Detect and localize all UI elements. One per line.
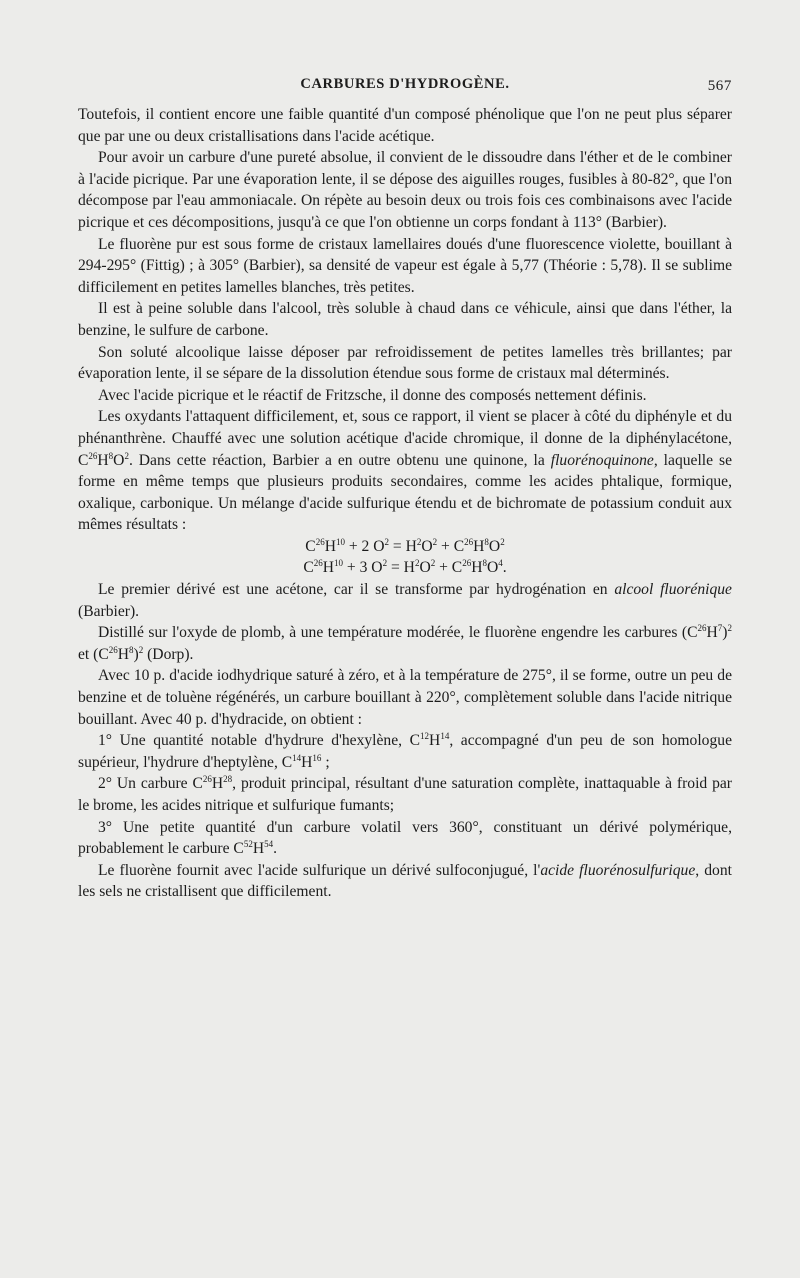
eq1-b-sup: 10 <box>335 536 345 547</box>
eq2-c: + 3 O <box>343 559 383 577</box>
p7-text-a: Les oxydants l'attaquent difficilement, et, sous ce rapport, il vient se placer à côté du diphényle et du phénanthrène. Chauffé avec une solution acétique d'acide chromique, il donne de la diphénylacétone, C <box>78 408 732 469</box>
eq1-a: C <box>305 537 316 555</box>
eq2-g: H <box>471 559 483 577</box>
eq1-d: = H <box>389 537 417 555</box>
p7-sup-1: 26 <box>88 450 98 461</box>
eq1-e-sup: 2 <box>432 536 438 547</box>
p9-a: Distillé sur l'oxyde de plomb, à une température modérée, le fluorène engendre les carbures (C <box>98 624 698 642</box>
paragraph-4: Il est à peine soluble dans l'alcool, très soluble à chaud dans ce véhicule, ainsi que dans l'éther, la benzine, le sulfure de carbone. <box>78 300 732 339</box>
p12-b: H <box>211 775 224 793</box>
p13-s1: 52 <box>243 839 253 850</box>
eq1-d-sup: 2 <box>416 536 422 547</box>
p9-s1: 26 <box>697 623 707 634</box>
p9-e: H <box>117 645 130 663</box>
p9-g: (Dorp). <box>143 645 194 663</box>
p7-text-b: H <box>97 451 109 469</box>
p13-b: H <box>252 840 265 858</box>
p9-s2: 7 <box>717 623 723 634</box>
p11-d: H <box>301 753 313 771</box>
eq2-e-sup: 2 <box>430 558 436 569</box>
eq2-g-sup: 8 <box>482 558 487 569</box>
running-head-title: CARBURES D'HYDROGÈNE. <box>300 76 510 92</box>
p12-c: , produit principal, résultant d'une saturation complète, inattaquable à froid par le brome, les acides nitrique et sulfurique fumants; <box>78 775 732 814</box>
p11-s3: 14 <box>292 752 302 763</box>
eq2-h-sup: 4 <box>498 558 503 569</box>
p12-a: 2° Un carbure C <box>98 775 203 793</box>
equation-block <box>78 536 732 579</box>
eq2-end: . <box>502 559 507 577</box>
p9-s5: 8 <box>129 644 134 655</box>
eq1-a-sup: 26 <box>315 536 325 547</box>
eq1-g: H <box>473 537 485 555</box>
p11-e: ; <box>321 753 330 771</box>
eq2-b-sup: 10 <box>334 558 344 569</box>
eq1-g-sup: 8 <box>484 536 489 547</box>
page-number: 567 <box>707 78 732 94</box>
p12-s2: 28 <box>223 774 233 785</box>
eq2-d: = H <box>387 559 415 577</box>
p9-c: ) <box>722 624 728 642</box>
p14-b: , dont les sels ne cristallisent que difficilement. <box>78 861 732 901</box>
paragraph-8 <box>78 579 732 622</box>
paragraph-11 <box>78 730 732 773</box>
paragraph-2: Pour avoir un carbure d'une pureté absolue, il convient de le dissoudre dans l'éther et de le combiner à l'acide picrique. Par une évaporation lente, il se dépose des aiguilles rouges, fusibles à 80-82°, que l'on décompose par l'eau ammoniacale. On répète au besoin deux ou trois fois ces combinaisons avec l'acide picrique et ces décompositions, jusqu'à ce que l'on obtienne un corps fondant à 113° (Barbier). <box>78 149 732 231</box>
p9-s6: 2 <box>138 644 144 655</box>
eq2-f: + C <box>435 559 463 577</box>
body-text <box>78 104 732 903</box>
p7-text-e: , laquelle se forme en même temps que plusieurs produits secondaires, comme les acides phtalique, formique, oxalique, carbonique. Un mélange d'acide sulfurique étendu et de bichromate de potassium conduit aux mêmes résultats : <box>78 451 732 534</box>
eq2-h: O <box>486 559 499 577</box>
eq2-a: C <box>303 559 314 577</box>
p9-b: H <box>706 624 718 642</box>
acide-fluorenosulfurique-term: acide fluorénosulfurique <box>540 861 696 879</box>
paragraph-14 <box>78 860 732 903</box>
p11-c: , accompagné d'un peu de son homologue supérieur, l'hydrure d'heptylène, C <box>78 732 732 771</box>
eq2-f-sup: 26 <box>462 558 472 569</box>
eq1-e: O <box>421 537 433 555</box>
eq2-c-sup: 2 <box>382 558 388 569</box>
running-head <box>78 76 732 98</box>
p8-text-b: (Barbier). <box>78 602 140 620</box>
p9-d: et (C <box>78 645 109 663</box>
p9-s4: 26 <box>108 644 118 655</box>
paragraph-1: Toutefois, il contient encore une faible quantité d'un composé phénolique que l'on ne peut plus séparer que par une ou deux cristallisations dans l'acide acétique. <box>78 106 732 145</box>
paragraph-5: Son soluté alcoolique laisse déposer par refroidissement de petites lamelles très brillantes; par évaporation lente, il se sépare de la dissolution étendue sous forme de cristaux mal déterminés. <box>78 343 732 383</box>
eq2-b: H <box>322 559 335 577</box>
p7-sup-3: 2 <box>124 450 129 461</box>
paragraph-6: Avec l'acide picrique et le réactif de Fritzsche, il donne des composés nettement définis. <box>98 386 647 404</box>
eq1-f: + C <box>437 537 465 555</box>
p8-text-a: Le premier dérivé est une acétone, car il se transforme par hydrogénation en <box>98 581 615 599</box>
eq2-d-sup: 2 <box>414 558 420 569</box>
p7-text-d: . Dans cette réaction, Barbier a en outre obtenu une quinone, la <box>128 451 551 469</box>
p13-a: 3° Une petite quantité d'un carbure volatil vers 360°, constituant un dérivé polymérique, probablement le carbure C <box>78 818 732 858</box>
p11-s1: 12 <box>420 731 430 742</box>
paragraph-9 <box>78 622 732 665</box>
p7-text-c: O <box>113 451 125 469</box>
eq1-c: + 2 O <box>344 537 385 555</box>
equation-1 <box>78 536 732 558</box>
p9-s3: 2 <box>727 623 732 634</box>
p11-s4: 16 <box>312 752 322 763</box>
paragraph-3: Le fluorène pur est sous forme de cristaux lamellaires doués d'une fluorescence violette, bouillant à 294-295° (Fittig) ; à 305° (Barbier), sa densité de vapeur est égale à 5,77 (Théorie : 5,78). Il se sublime difficilement en petites lamelles blanches, très petites. <box>78 235 732 296</box>
p11-b: H <box>429 732 441 750</box>
p13-c: . <box>273 840 278 858</box>
paragraph-12 <box>78 773 732 816</box>
equation-2 <box>78 557 732 579</box>
eq1-b: H <box>324 537 336 555</box>
p13-s2: 54 <box>264 839 274 850</box>
p12-s1: 26 <box>202 774 212 785</box>
eq2-e: O <box>419 559 431 577</box>
fluorenoquinone-term: fluorénoquinone <box>550 451 654 469</box>
p7-sup-2: 8 <box>108 450 114 461</box>
eq1-h-sup: 2 <box>500 536 505 547</box>
p11-s2: 14 <box>440 731 450 742</box>
p9-f: ) <box>133 645 139 663</box>
eq2-a-sup: 26 <box>313 558 323 569</box>
paragraph-13 <box>78 817 732 860</box>
paragraph-7 <box>78 406 732 536</box>
p14-a: Le fluorène fournit avec l'acide sulfurique un dérivé sulfoconjugué, l' <box>98 861 541 879</box>
paragraph-10: Avec 10 p. d'acide iodhydrique saturé à zéro, et à la température de 275°, il se forme, outre un peu de benzine et de toluène régénérés, un carbure bouillant à 220°, complètement soluble dans l'acide nitrique bouillant. Avec 40 p. d'hydracide, on obtient : <box>78 667 732 728</box>
eq1-f-sup: 26 <box>464 536 474 547</box>
eq1-h: O <box>488 537 501 555</box>
alcool-fluorenique-term: alcool fluorénique <box>614 581 732 599</box>
eq1-c-sup: 2 <box>384 536 390 547</box>
p11-a: 1° Une quantité notable d'hydrure d'hexylène, C <box>98 732 421 750</box>
